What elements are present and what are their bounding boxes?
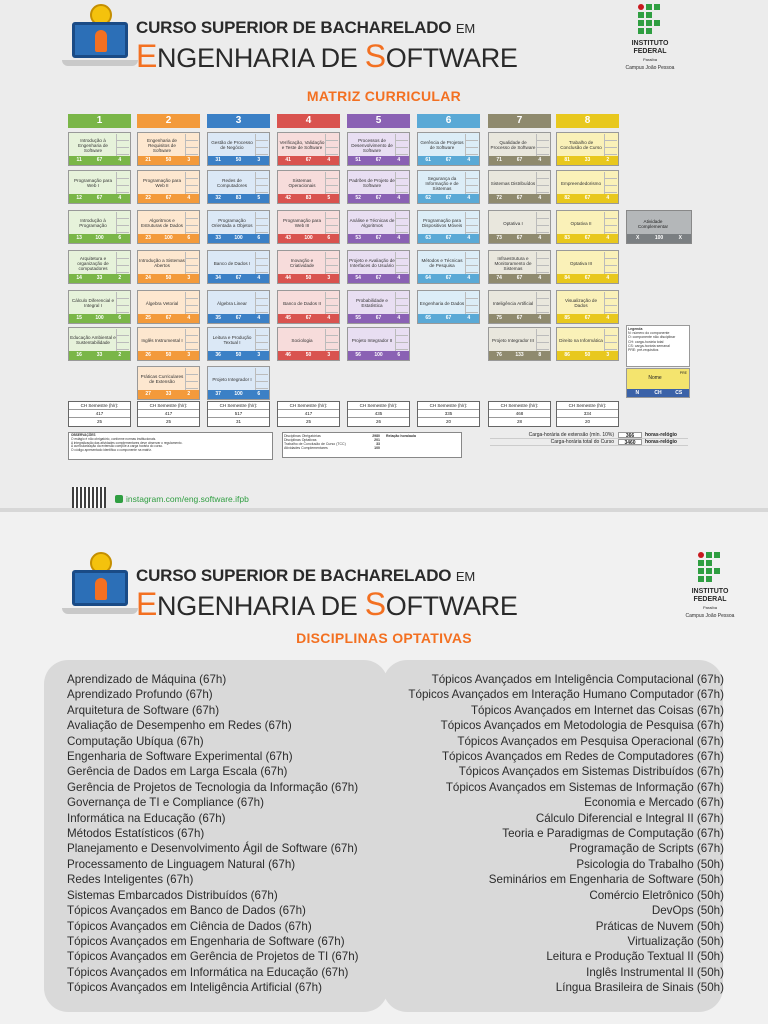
card-footer: 86 50 3 [557, 351, 618, 360]
card-prereqs [325, 252, 338, 274]
course-card [417, 210, 480, 244]
card-name: Banco de Dados I [213, 260, 251, 266]
course-card [68, 327, 131, 361]
card-prereqs [185, 212, 198, 234]
card-prereqs [325, 329, 338, 351]
card-name: Infraestrutura e Monitoramento de Sistemas [494, 255, 532, 271]
card-footer: 52 67 4 [348, 194, 409, 203]
ifpb-name: INSTITUTO FEDERAL [631, 40, 669, 55]
course-card [556, 290, 619, 324]
optativa-item: Tópicos Avançados em Interação Humano Computador (67h) [408, 688, 724, 702]
card-prereqs [604, 329, 617, 351]
course-card [488, 250, 551, 284]
card-prereqs [255, 172, 268, 194]
ifpb-logo-2 [680, 552, 740, 632]
optativas-left-list [67, 672, 387, 996]
card-name: Optativa III [569, 260, 593, 266]
ifpb-logo-mark [698, 552, 722, 586]
card-name: Álgebra Vetorial [145, 300, 179, 306]
card-footer: 13 100 6 [69, 234, 130, 243]
course-card [207, 132, 270, 166]
observations-box: OBSERVAÇÕES O estágio é não obrigatório, conforme normas institucionais. A integralização das atividades complementares deve observar o regulamento. A curricularização da extensão compõe a carga horária do curso. O código apresentado identifica o componente na matriz. [68, 432, 273, 460]
card-prereqs [395, 134, 408, 156]
optativa-item: Tópicos Avançados em Engenharia de Software (67h) [67, 934, 345, 948]
optativas-right-list [380, 672, 724, 996]
card-footer: 24 50 3 [138, 274, 199, 283]
optativa-item: Gerência de Projetos de Tecnologia da Informação (67h) [67, 780, 359, 794]
optativa-item: Língua Brasileira de Sinais (50h) [555, 981, 724, 995]
ifpb-logo [620, 4, 680, 84]
legend-card-example: Nome PRE N CH CS [626, 368, 690, 398]
course-card [417, 250, 480, 284]
card-prereqs [116, 134, 129, 156]
course-card [68, 290, 131, 324]
optativa-item: Psicologia do Trabalho (50h) [576, 857, 724, 871]
course-card [277, 290, 340, 324]
course-name: ENGENHARIA DE SOFTWARE [136, 586, 518, 622]
card-name: Probabilidade e Estatística [356, 298, 388, 308]
card-footer: 25 67 4 [138, 314, 199, 323]
course-card [277, 327, 340, 361]
card-footer: 26 50 3 [138, 351, 199, 360]
card-prereqs [185, 368, 198, 390]
optativa-item: Economia e Mercado (67h) [584, 796, 724, 810]
card-name: Educação Ambiental e Sustentabilidade [70, 335, 116, 345]
card-footer: 37 100 6 [208, 390, 269, 399]
course-card [207, 210, 270, 244]
course-card [488, 327, 551, 361]
card-prereqs [325, 134, 338, 156]
card-footer: 36 50 3 [208, 351, 269, 360]
card-name: Programação para Dispositivos Móveis [421, 218, 463, 228]
card-name: Projeto e Avaliação de Interfaces do Usuário [349, 258, 395, 268]
card-prereqs [395, 329, 408, 351]
course-card [277, 132, 340, 166]
card-name: Direito na Informática [559, 337, 603, 343]
optativa-item: Processamento de Linguagem Natural (67h) [67, 857, 296, 871]
card-prereqs [536, 252, 549, 274]
course-card [68, 132, 131, 166]
semester-header: 2 [137, 114, 200, 128]
card-footer: 16 33 2 [69, 351, 130, 360]
card-prereqs [325, 292, 338, 314]
card-prereqs [255, 292, 268, 314]
laptop-base [62, 608, 138, 614]
card-footer: 27 33 2 [138, 390, 199, 399]
card-name: Introdução à Engenharia de Software [78, 137, 108, 153]
ch-semester-box: CH Semestre (h/r): 468 28 [488, 401, 551, 427]
card-name: Optativa I [503, 220, 523, 226]
optativa-item: Engenharia de Software Experimental (67h) [67, 750, 293, 764]
card-footer: 73 67 4 [489, 234, 550, 243]
card-prereqs [465, 252, 478, 274]
card-prereqs [185, 329, 198, 351]
card-prereqs [604, 134, 617, 156]
card-prereqs [185, 172, 198, 194]
card-prereqs [255, 252, 268, 274]
course-card [417, 170, 480, 204]
course-card [207, 250, 270, 284]
card-name: Gerência de Projetos de Software [420, 140, 464, 150]
semester-header: 5 [347, 114, 410, 128]
card-prereqs [465, 292, 478, 314]
card-prereqs [116, 292, 129, 314]
card-name: Análise e Técnicas de Algoritmos [349, 218, 395, 228]
course-card [347, 170, 410, 204]
card-footer: 23 100 6 [138, 234, 199, 243]
card-footer: 22 67 4 [138, 194, 199, 203]
card-prereqs [395, 172, 408, 194]
card-footer: 63 67 4 [418, 234, 479, 243]
card-name: Introdução a Sistemas Abertos [139, 258, 185, 268]
optativa-item: Planejamento e Desenvolvimento Ágil de Software (67h) [67, 842, 358, 856]
course-card [68, 250, 131, 284]
semester-header: 3 [207, 114, 270, 128]
card-prereqs [604, 292, 617, 314]
card-prereqs [116, 212, 129, 234]
card-footer: 76 133 8 [489, 351, 550, 360]
course-card [207, 170, 270, 204]
card-footer: 11 67 4 [69, 156, 130, 165]
rocket-icon [95, 578, 107, 600]
card-footer: 84 67 4 [557, 274, 618, 283]
course-card [556, 210, 619, 244]
optativa-item: Tópicos Avançados em Metodologia de Pesquisa (67h) [440, 719, 724, 733]
card-footer: 34 67 4 [208, 274, 269, 283]
course-card [137, 327, 200, 361]
course-card [488, 210, 551, 244]
course-card [277, 170, 340, 204]
optativa-item: Aprendizado de Máquina (67h) [67, 673, 227, 686]
card-prereqs [185, 292, 198, 314]
card-footer: 71 67 4 [489, 156, 550, 165]
page-title: DISCIPLINAS OPTATIVAS [296, 630, 472, 646]
card-footer: 44 50 3 [278, 274, 339, 283]
card-footer: 53 67 4 [348, 234, 409, 243]
card-name: Programação Orientada a Objetos [211, 218, 253, 228]
card-prereqs [536, 212, 549, 234]
card-footer: 33 100 6 [208, 234, 269, 243]
ifpb-name: INSTITUTO FEDERAL [691, 588, 729, 603]
course-card [488, 170, 551, 204]
course-header-2 [62, 552, 762, 626]
card-footer: 51 67 4 [348, 156, 409, 165]
card-prereqs [255, 212, 268, 234]
card-footer: 12 67 4 [69, 194, 130, 203]
optativa-item: Tópicos Avançados em Inteligência Computacional (67h) [431, 673, 724, 686]
card-name: Projeto Integrador I [212, 376, 252, 382]
card-name: Programação para Web II [142, 178, 182, 188]
card-footer: 81 33 2 [557, 156, 618, 165]
card-prereqs [604, 172, 617, 194]
card-name: Arquitetura e organização de computadores [77, 255, 109, 271]
card-prereqs [325, 212, 338, 234]
card-prereqs [465, 172, 478, 194]
optativa-item: Tópicos Avançados em Pesquisa Operacional (67h) [457, 734, 724, 748]
card-footer: 32 83 5 [208, 194, 269, 203]
card-name: Atividade Complementar [637, 219, 669, 229]
ch-semester-box: CH Semestre (h/r): 335 20 [417, 401, 480, 427]
semester-header: 4 [277, 114, 340, 128]
course-card [277, 210, 340, 244]
semester-header: 8 [556, 114, 619, 128]
optativa-item: Teoria e Paradigmas de Computação (67h) [502, 827, 724, 841]
ifpb-campus: Campus João Pessoa [685, 613, 735, 619]
card-footer: 83 67 4 [557, 234, 618, 243]
ch-semester-box: CH Semestre (h/r): 417 25 [137, 401, 200, 427]
legend: Legenda N: número do componente O: componente não disciplinar CH: carga-horária total CS: carga-horária semanal PRE: pré-requisitos [626, 325, 690, 367]
ifpb-state: Paraíba [642, 57, 657, 62]
card-footer: 85 67 4 [557, 314, 618, 323]
card-prereqs [604, 252, 617, 274]
card-prereqs [116, 252, 129, 274]
optativa-item: Sistemas Embarcados Distribuídos (67h) [67, 888, 278, 902]
optativa-item: Tópicos Avançados em Redes de Computadores (67h) [441, 750, 724, 764]
card-prereqs [255, 329, 268, 351]
card-prereqs [116, 329, 129, 351]
page-title: MATRIZ CURRICULAR [306, 88, 462, 104]
semester-header: 1 [68, 114, 131, 128]
instagram-link[interactable]: instagram.com/eng.software.ifpb [115, 494, 249, 504]
course-degree: CURSO SUPERIOR DE BACHARELADO EM [136, 566, 475, 585]
card-prereqs [465, 212, 478, 234]
card-prereqs [465, 134, 478, 156]
optativa-item: Virtualização (50h) [627, 934, 724, 948]
optativa-item: Seminários em Engenharia de Software (50h) [488, 873, 724, 887]
card-name: Empreendedorismo [560, 180, 602, 186]
card-footer: 55 67 4 [348, 314, 409, 323]
card-name: Inglês Instrumental I [141, 337, 183, 343]
card-prereqs [255, 134, 268, 156]
extension-hours: Carga-horária de extensão (mín. 10%) 366 horas-relógio Carga-horária total do Curso 3460 horas-relógio [490, 432, 688, 446]
rocket-icon [95, 30, 107, 52]
card-name: Inovação e Criatividade [289, 258, 315, 268]
card-name: Álgebra Linear [217, 300, 247, 306]
summary-box: Disciplinas Obrigatórias 2980 Disciplinas Optativas 201 Trabalho de Conclusão de Curso (TCC) 33 Atividades Complementares 100 Relação hora/aula [282, 432, 462, 458]
card-footer: 43 100 6 [278, 234, 339, 243]
card-name: Segurança da Informação e de Sistemas [425, 175, 459, 191]
course-card [417, 290, 480, 324]
card-name: Trabalho de Conclusão de Curso [560, 140, 602, 150]
optativa-item: Tópicos Avançados em Sistemas de Informação (67h) [445, 780, 724, 794]
card-footer: 54 67 4 [348, 274, 409, 283]
optativa-item: Redes Inteligentes (67h) [67, 873, 194, 887]
card-footer: 46 50 3 [278, 351, 339, 360]
card-name: Gestão de Processo de Negócio [211, 140, 253, 150]
card-name: Engenharia de Dados [419, 300, 465, 306]
ch-semester-box: CH Semestre (h/r): 417 25 [277, 401, 340, 427]
optativa-item: Tópicos Avançados em Ciência de Dados (67h) [67, 919, 312, 933]
optativa-item: Informática na Educação (67h) [67, 811, 226, 825]
course-card [347, 210, 410, 244]
card-name: Leitura e Produção Textual I [212, 335, 252, 345]
ifpb-logo-mark [638, 4, 662, 38]
card-name: Optativa II [570, 220, 592, 226]
card-footer: 72 67 4 [489, 194, 550, 203]
optativa-item: Inglês Instrumental II (50h) [586, 965, 724, 979]
card-name: Engenharia de Requisitos de Software [147, 137, 177, 153]
card-prereqs [536, 134, 549, 156]
course-card [556, 170, 619, 204]
course-card [488, 132, 551, 166]
card-footer: 75 67 4 [489, 314, 550, 323]
course-card [207, 290, 270, 324]
course-card [277, 250, 340, 284]
card-name: Sociologia [291, 337, 313, 343]
course-card [347, 290, 410, 324]
course-card [417, 132, 480, 166]
card-footer: 42 83 5 [278, 194, 339, 203]
optativa-item: Cálculo Diferencial e Integral II (67h) [535, 811, 724, 825]
course-card [347, 327, 410, 361]
card-name: Verificação, Validação e Teste de Software [279, 140, 325, 150]
course-card [556, 327, 619, 361]
card-name: Sistemas Distribuídos [490, 180, 536, 186]
ifpb-campus: Campus João Pessoa [625, 65, 675, 71]
card-prereqs [536, 292, 549, 314]
optativa-item: Métodos Estatísticos (67h) [67, 827, 205, 841]
optativa-item: Tópicos Avançados em Inteligência Artificial (67h) [67, 981, 322, 995]
course-card [137, 170, 200, 204]
course-card [207, 366, 270, 400]
card-prereqs [395, 212, 408, 234]
optativa-item: Arquitetura de Software (67h) [67, 703, 220, 717]
card-footer: 14 33 2 [69, 274, 130, 283]
card-name: Qualidade de Processo de Software [490, 140, 536, 150]
ifpb-state: Paraíba [702, 605, 717, 610]
course-card [347, 250, 410, 284]
course-card [137, 250, 200, 284]
optativa-item: Tópicos Avançados em Gerência de Projetos de TI (67h) [67, 950, 359, 964]
card-footer: 56 100 6 [348, 351, 409, 360]
course-card [207, 327, 270, 361]
card-footer: 65 67 4 [418, 314, 479, 323]
optativa-item: Tópicos Avançados em Internet das Coisas (67h) [470, 703, 724, 717]
card-footer: 31 50 3 [208, 156, 269, 165]
card-name: Programação para Web I [73, 178, 113, 188]
card-name: Cálculo Diferencial e Integral I [71, 298, 115, 308]
card-name: Banco de Dados II [283, 300, 321, 306]
optativa-item: Tópicos Avançados em Sistemas Distribuídos (67h) [458, 765, 724, 779]
course-card [68, 210, 131, 244]
card-footer: 35 67 4 [208, 314, 269, 323]
card-footer: 74 67 4 [489, 274, 550, 283]
card-prereqs [395, 252, 408, 274]
card-footer: 64 67 4 [418, 274, 479, 283]
card-name: Introdução à Programação [79, 218, 107, 228]
course-card [137, 290, 200, 324]
semester-header: 6 [417, 114, 480, 128]
card-name: Inteligência Artificial [492, 300, 534, 306]
card-prereqs [185, 134, 198, 156]
optativa-item: Gerência de Dados em Larga Escala (67h) [67, 765, 288, 779]
card-prereqs [604, 212, 617, 234]
ch-semester-box: CH Semestre (h/r): 334 20 [556, 401, 619, 427]
course-card [137, 366, 200, 400]
ch-semester-box: CH Semestre (h/r): 517 31 [207, 401, 270, 427]
card-name: Redes de Computadores [216, 178, 248, 188]
optativa-item: DevOps (50h) [651, 904, 724, 918]
card-footer: 15 100 6 [69, 314, 130, 323]
optativa-item: Tópicos Avançados em Informática na Educação (67h) [67, 965, 349, 979]
card-name: Projeto Integrador III [492, 337, 534, 343]
course-card [556, 250, 619, 284]
optativa-item: Avaliação de Desempenho em Redes (67h) [67, 719, 292, 733]
optativa-item: Governança de TI e Compliance (67h) [67, 796, 264, 810]
optativa-item: Comércio Eletrônico (50h) [589, 888, 724, 902]
card-prereqs [395, 292, 408, 314]
ch-semester-box: CH Semestre (h/r): 435 26 [347, 401, 410, 427]
atividade-complementar-card: Atividade Complementar X 100 X [626, 210, 692, 244]
card-name: Métodos e Técnicas de Pesquisa [421, 258, 463, 268]
optativa-item: Tópicos Avançados em Banco de Dados (67h) [67, 904, 306, 918]
course-card [137, 210, 200, 244]
course-card [68, 170, 131, 204]
course-degree: CURSO SUPERIOR DE BACHARELADO EM [136, 18, 475, 37]
course-name: ENGENHARIA DE SOFTWARE [136, 38, 518, 74]
course-card [488, 290, 551, 324]
ch-semester-box: CH Semestre (h/r): 417 25 [68, 401, 131, 427]
card-prereqs [185, 252, 198, 274]
card-name: Projeto Integrador II [351, 337, 393, 343]
instagram-icon [115, 495, 123, 503]
card-name: Programação para Web III [282, 218, 322, 228]
optativa-item: Programação de Scripts (67h) [569, 842, 724, 856]
card-footer: 61 67 4 [418, 156, 479, 165]
card-name: Processos de Desenvolvimento de Software [351, 137, 393, 153]
optativa-item: Aprendizado Profundo (67h) [67, 688, 213, 702]
optativa-item: Leitura e Produção Textual II (50h) [546, 950, 724, 964]
card-footer: 41 67 4 [278, 156, 339, 165]
optativa-item: Computação Ubíqua (67h) [67, 734, 204, 748]
course-card [137, 132, 200, 166]
laptop-base [62, 60, 138, 66]
course-card [556, 132, 619, 166]
card-footer: 21 50 3 [138, 156, 199, 165]
page-disciplinas-optativas [0, 512, 768, 1024]
card-prereqs [116, 172, 129, 194]
card-name: Algoritmos e Estruturas de Dados [141, 218, 183, 228]
card-footer: 82 67 4 [557, 194, 618, 203]
card-prereqs [536, 172, 549, 194]
card-name: Visualização de Dados [564, 298, 598, 308]
card-name: Práticas Curriculares de Extensão [140, 374, 184, 384]
card-prereqs [325, 172, 338, 194]
card-footer: 45 67 4 [278, 314, 339, 323]
card-footer: 62 67 4 [418, 194, 479, 203]
card-prereqs [255, 368, 268, 390]
optativa-item: Práticas de Nuvem (50h) [595, 919, 724, 933]
card-name: Sistemas Operacionais [288, 178, 316, 188]
semester-header: 7 [488, 114, 551, 128]
card-prereqs [536, 329, 549, 351]
card-name: Padrões de Projeto de Software [349, 178, 395, 188]
course-card [347, 132, 410, 166]
